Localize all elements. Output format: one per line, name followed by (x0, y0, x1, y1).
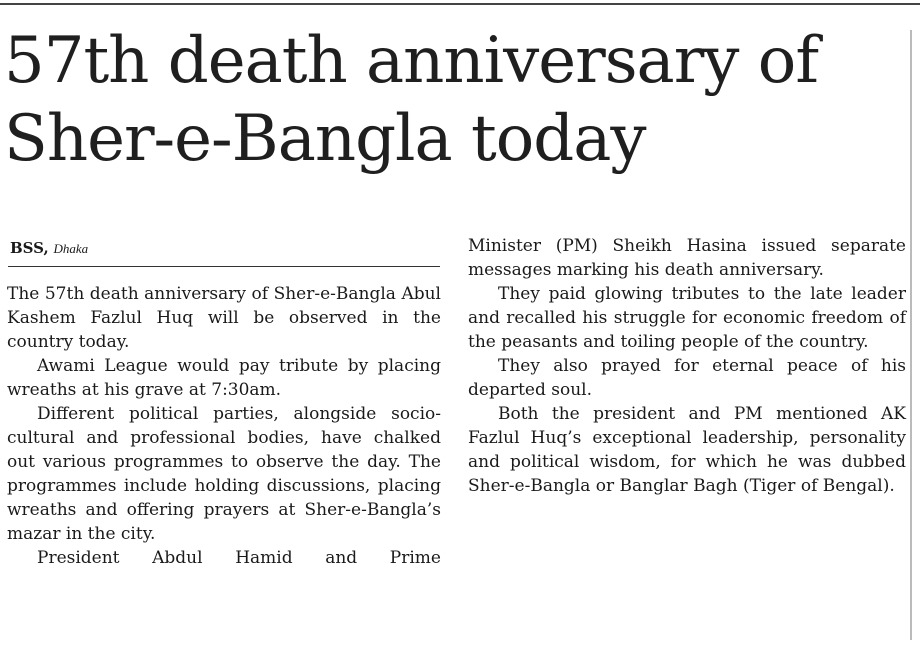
byline (10, 238, 88, 259)
article-column-1 (7, 282, 441, 570)
paragraph: Both the president and PM mentioned AK Fazlul Huq’s exceptional leadership, personality and political wisdom, for which he was dubbed Sher-e-Bangla or Banglar Bagh (Tiger of Bengal). (468, 404, 906, 496)
paragraph: They also prayed for eternal peace of his departed soul. (468, 356, 906, 400)
paragraph: Minister (PM) Sheikh Hasina issued separate messages marking his death anniversary. (468, 236, 906, 280)
top-rule (0, 3, 920, 5)
paragraph: President Abdul Hamid and Prime (37, 548, 441, 568)
byline-rule (8, 266, 440, 267)
article-column-2 (468, 234, 906, 498)
byline-dateline: Dhaka (53, 241, 89, 256)
paragraph: Awami League would pay tribute by placing wreaths at his grave at 7:30am. (7, 356, 441, 400)
paragraph: Different political parties, alongside socio-cultural and professional bodies, have chalked out various programmes to observe the day. The programmes include holding discussions, placing wreaths and offering prayers at Sher-e-Bangla’s mazar in the city. (7, 404, 441, 544)
paragraph: They paid glowing tributes to the late leader and recalled his struggle for economic freedom of the peasants and toiling people of the country. (468, 284, 906, 352)
byline-agency: BSS, (10, 239, 49, 257)
paragraph: The 57th death anniversary of Sher-e-Bangla Abul Kashem Fazlul Huq will be observed in the country today. (7, 284, 441, 352)
right-edge-rule (910, 30, 912, 640)
article-headline: 57th death anniversary of Sher-e-Bangla today (4, 24, 818, 176)
